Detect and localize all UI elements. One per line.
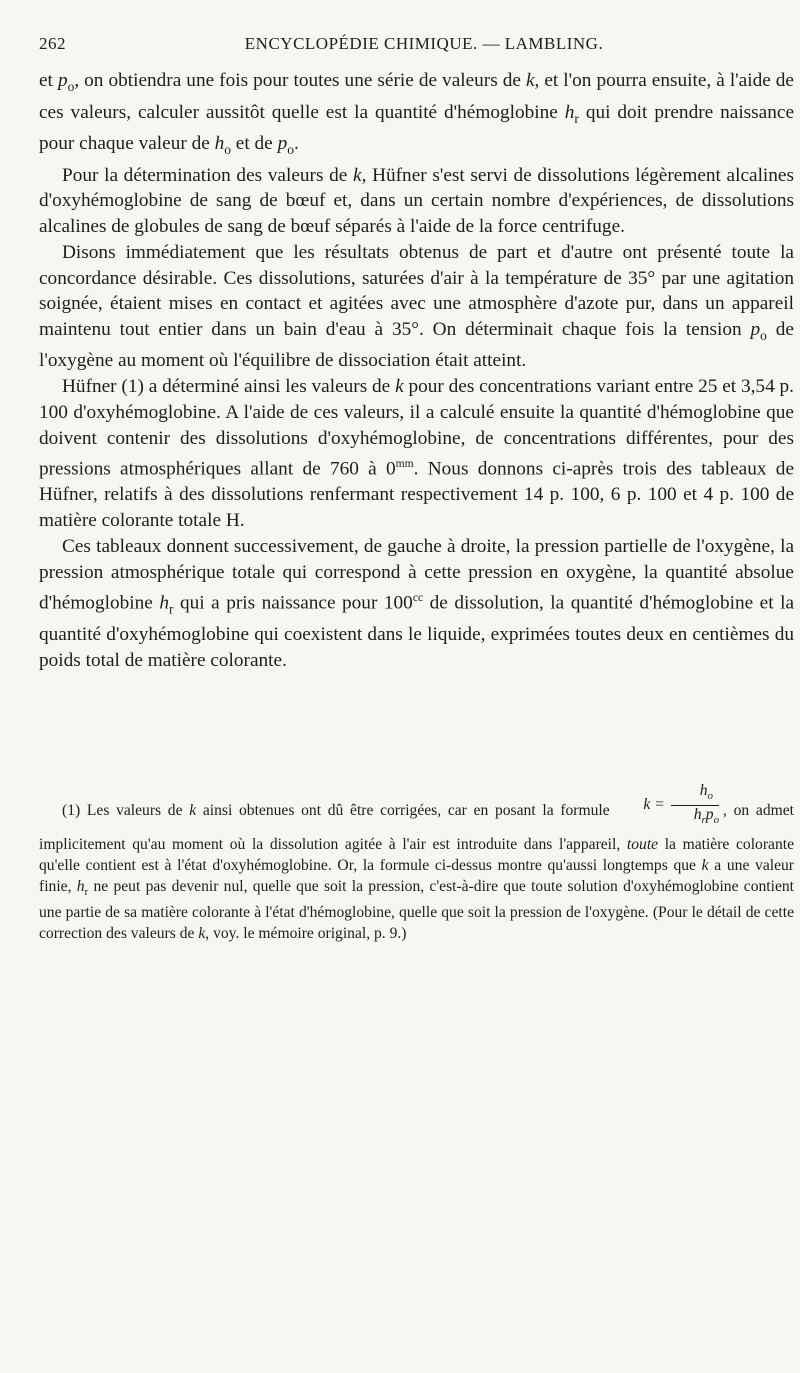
formula-fraction: $\frac{h_o}{h_rp_o}$	[671, 782, 719, 829]
paragraph-4: Hüfner (1) a déterminé ainsi les valeurs de k pour des concentrations variant entre 25 et 3,54 p. 100 d'oxyhémoglobine. A l'aide de ces valeurs, il a calculé ensuite la quantité d'hémoglobine que doivent contenir des dissolutions d'oxyhémoglobine, de concentrations différentes, pour des pressions atmosphériques allant de 760 à $0^{mm}$. Nous donnons ci-après trois des tableaux de Hüfner, relatifs à des dissolutions renfermant respectivement 14 p. 100, 6 p. 100 et 4 p. 100 de matière colorante totale H.	[39, 376, 794, 532]
paragraph-1: et $p_o$, on obtiendra une fois pour toutes une série de valeurs de k, et l'on pourra ensuite, à l'aide de ces valeurs, calculer aussitôt quelle est la quantité d'hémoglobine $h_r$ qui doit prendre naissance pour chaque valeur de $h_o$ et de $p_o$.	[39, 70, 794, 157]
paragraph-2: Pour la détermination des valeurs de k, Hüfner s'est servi de dissolutions légèrement alcalines d'oxyhémoglobine de sang de bœuf et, dans un certain nombre d'expériences, de dissolutions alcalines de globules de sang de bœuf séparés à l'aide de la force centrifuge.	[39, 164, 794, 238]
page-header	[39, 34, 779, 60]
footnote	[39, 782, 795, 945]
running-head: ENCYCLOPÉDIE CHIMIQUE. — LAMBLING.	[244, 34, 604, 53]
formula-k: k = $\frac{h_o}{h_rp_o}$	[620, 782, 719, 829]
body-text	[39, 68, 794, 674]
paragraph-5: Ces tableaux donnent successivement, de gauche à droite, la pression partielle de l'oxygène, la pression atmosphérique totale qui correspond à cette pression en oxygène, la quantité absolue d'hémoglobine $h_r$ qui a pris naissance pour $100^{cc}$ de dissolution, la quantité d'hémoglobine et la quantité d'oxyhémoglobine qui coexistent dans le liquide, exprimées toutes deux en centièmes du poids total de matière colorante.	[39, 535, 794, 671]
paragraph-3: Disons immédiatement que les résultats obtenus de part et d'autre ont présenté toute la concordance désirable. Ces dissolutions, saturées d'air à la température de 35° par une agitation soignée, étaient mises en contact et agitées avec une atmosphère d'azote pur, dans un appareil maintenu tout entier dans un bain d'eau à 35°. On déterminait chaque fois la tension $p_o$ de l'oxygène au moment où l'équilibre de dissociation était atteint.	[39, 241, 794, 372]
footnote-1: (1) Les valeurs de k ainsi obtenues ont dû être corrigées, car en posant la formule k = $\frac{h_o}{h_rp_o}$ , on admet implicitement qu'au moment où la dissolution agitée à l'air est introduite dans l'appareil, toute la matière colorante qu'elle contient est à l'état d'oxyhémoglobine. Or, la formule ci-dessus montre qu'aussi longtemps que k a une valeur finie, $h_r$ ne peut pas devenir nul, quelle que soit la pression, c'est-à-dire que toute solution d'oxyhémoglobine contient une partie de sa matière colorante à l'état d'hémoglobine, quelle que soit la pression de l'oxygène. (Pour le détail de cette correction des valeurs de k, voy. le mémoire original, p. 9.)	[39, 782, 795, 942]
page-number: 262	[39, 34, 66, 53]
